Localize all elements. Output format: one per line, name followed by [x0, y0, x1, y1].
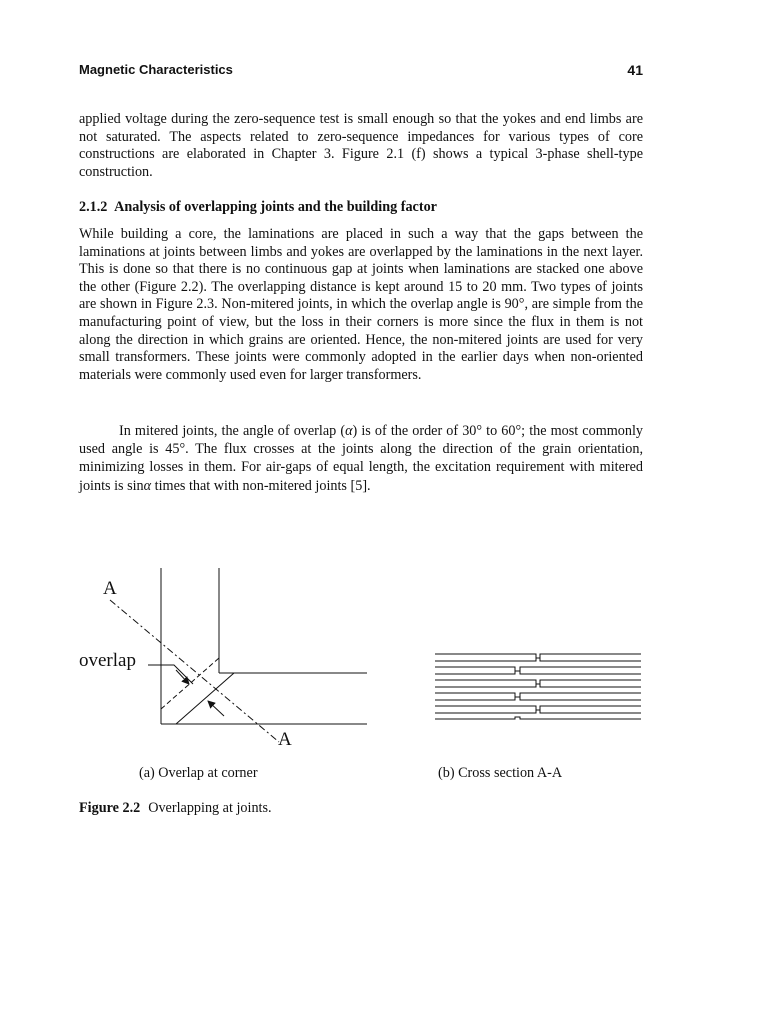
cross-section-drawing — [435, 654, 641, 719]
section-title: Analysis of overlapping joints and the building factor — [114, 199, 437, 215]
layer-pair-2 — [435, 667, 641, 674]
section-number: 2.1.2 — [79, 199, 108, 215]
layer-pair-6 — [435, 717, 641, 719]
overlap-arrow-bottom — [208, 701, 224, 716]
figure-caption — [79, 800, 272, 817]
corner-joint-drawing — [110, 568, 367, 742]
subcaption-a: (a) Overlap at corner — [139, 765, 258, 781]
mitered-text-3: times that with non-mitered joints [5]. — [151, 477, 371, 494]
paragraph-mitered-joints — [79, 422, 643, 495]
subcaption-b: (b) Cross section A-A — [438, 765, 563, 781]
paragraph-zero-sequence: applied voltage during the zero-sequence test is small enough so that the yokes and end limbs are not saturated. The aspects related to zero-sequence impedances for various types of core constructions are elaborated in Chapter 3. Figure 2.1 (f) shows a typical 3-phase shell-type construction. — [79, 111, 643, 180]
alpha-symbol: α — [345, 423, 353, 439]
figure-caption-text: Overlapping at joints. — [148, 800, 272, 816]
section-label-a-bottom: A — [278, 729, 292, 750]
running-header — [79, 62, 643, 82]
layer-pair-5 — [435, 706, 641, 713]
mitered-text-2: ) is of the order of 30° to 60°; the most commonly used angle is 45°. The flux crosses at the joints along the direction of the grain orientation, minimizing losses in them. For air-gaps of equal length, the excitation requirement with mitered joints is sin — [79, 423, 643, 494]
section-label-a-top: A — [103, 578, 117, 599]
layer-pair-4 — [435, 693, 641, 700]
layer-pair-3 — [435, 680, 641, 687]
page-number: 41 — [627, 62, 643, 78]
figure-caption-number: Figure 2.2 — [79, 800, 141, 816]
section-heading — [79, 199, 643, 216]
layer-pair-1 — [435, 654, 641, 661]
paragraph-overlapping-joints: While building a core, the laminations are placed in such a way that the gaps between the laminations at joints between limbs and yokes are overlapped by the laminations in the next layer. This is done so that there is no continuous gap at joints when laminations are stacked one above the other (Figure 2.2). The overlapping distance is kept around 15 to 20 mm. Two types of joints are shown in Figure 2.3. Non-mitered joints, in which the overlap angle is 90°, are simple from the manufacturing point of view, but the loss in their corners is more since the flux in them is not along the direction in which grains are oriented. Hence, the non-mitered joints are used for very small transformers. These joints were commonly adopted in the earlier days when non-oriented materials were commonly used even for larger transformers. — [79, 226, 643, 383]
miter-line-dashed — [161, 658, 219, 709]
overlap-arrow-top — [176, 670, 189, 684]
alpha-symbol: α — [143, 477, 152, 494]
overlap-label: overlap — [79, 650, 136, 671]
mitered-text-1: In mitered joints, the angle of overlap ( — [119, 423, 346, 439]
running-title: Magnetic Characteristics — [79, 62, 233, 77]
miter-line-solid — [176, 673, 234, 724]
overlap-leader — [148, 665, 193, 684]
